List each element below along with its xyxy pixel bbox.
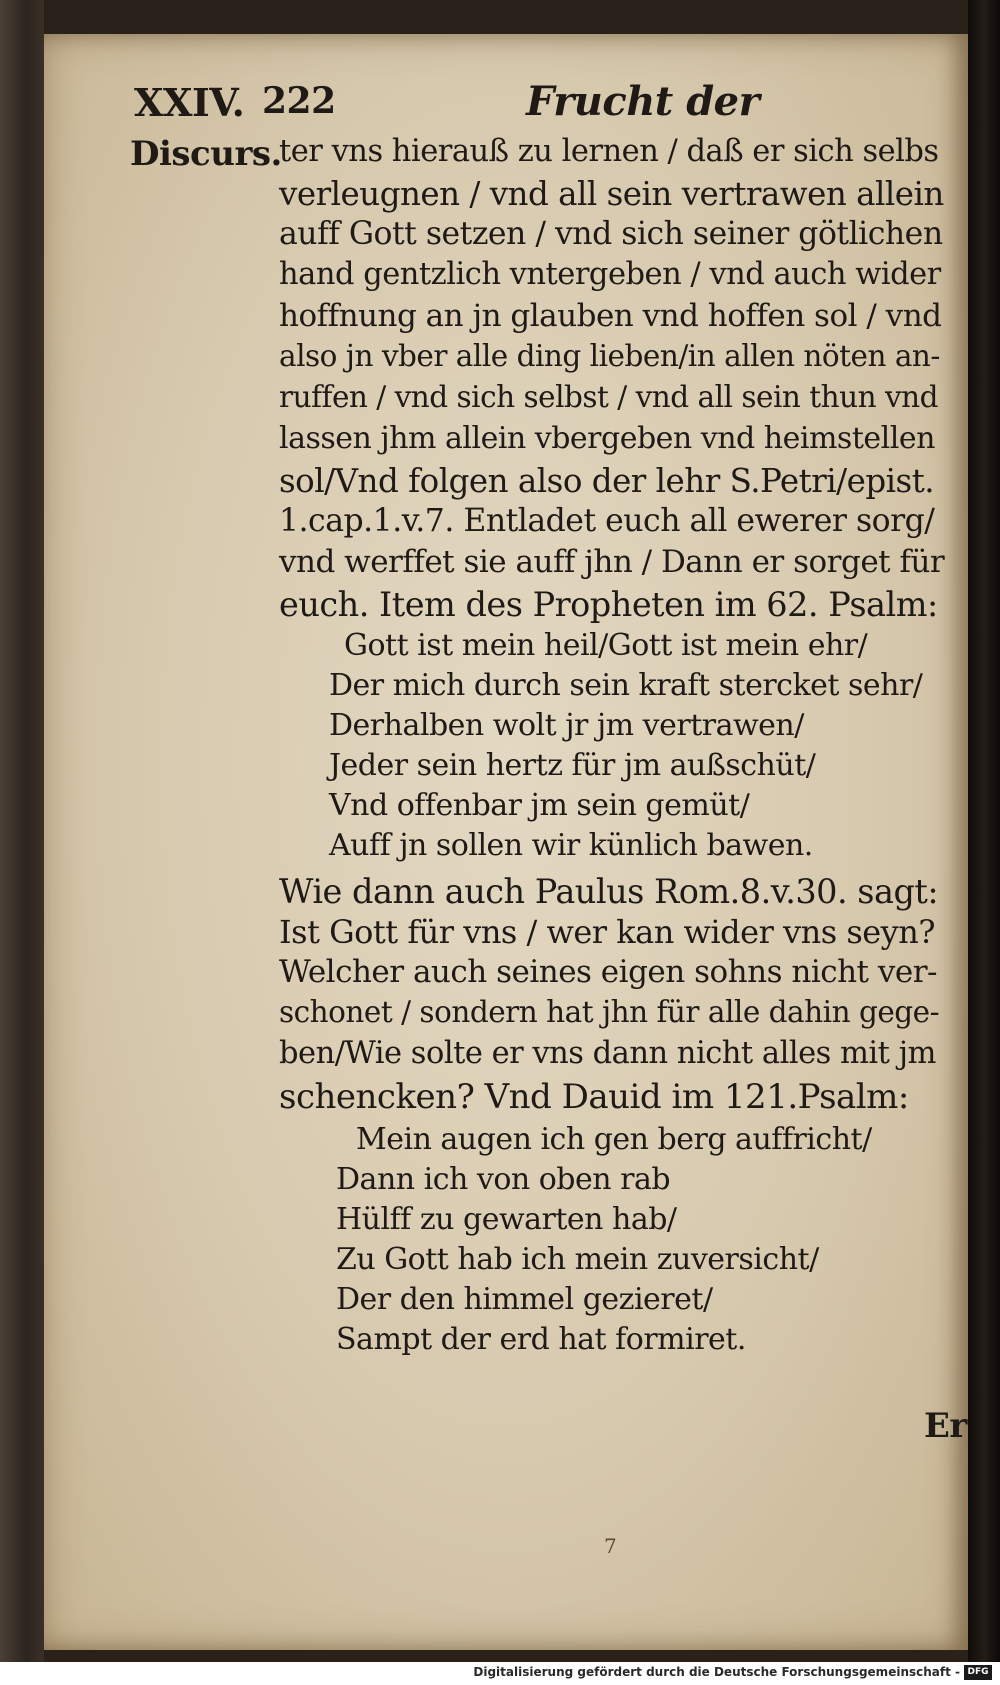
- body-line: verleugnen / vnd all sein vertrawen allein: [279, 175, 944, 213]
- verse-line: Hülff zu gewarten hab/: [336, 1202, 677, 1237]
- verse-line: Sampt der erd hat formiret.: [336, 1322, 746, 1357]
- book-page: [44, 34, 968, 1650]
- stray-mark: 7: [604, 1534, 617, 1558]
- body-line: hoffnung an jn glauben vnd hoffen sol / vnd: [279, 298, 942, 334]
- verse-line: Zu Gott hab ich mein zuversicht/: [336, 1242, 819, 1277]
- body-line: schencken? Vnd Dauid im 121.Psalm:: [279, 1077, 909, 1117]
- body-line: euch. Item des Propheten im 62. Psalm:: [279, 585, 938, 624]
- body-line: hand gentzlich vntergeben / vnd auch wider: [279, 257, 941, 292]
- running-title: Frucht der: [526, 78, 760, 125]
- body-line: lassen jhm allein vbergeben vnd heimstellen: [279, 421, 935, 456]
- verse-line: Auff jn sollen wir künlich bawen.: [329, 828, 813, 863]
- verse-line: Derhalben wolt jr jm vertrawen/: [329, 708, 804, 743]
- body-line: auff Gott setzen / vnd sich seiner götlichen: [279, 216, 943, 252]
- body-line: schonet / sondern hat jhn für alle dahin gege-: [279, 995, 940, 1029]
- header-volume: XXIV.: [134, 80, 245, 125]
- verse-line: Der mich durch sein kraft stercket sehr/: [329, 668, 923, 703]
- verse-line: Mein augen ich gen berg auffricht/: [356, 1122, 872, 1157]
- marginal-note: Discurs.: [130, 134, 282, 174]
- body-line: ter vns hierauß zu lernen / daß er sich selbs: [279, 134, 939, 169]
- footer-credit: Digitalisierung gefördert durch die Deutsche Forschungsgemeinschaft -: [473, 1665, 960, 1679]
- body-line: Ist Gott für vns / wer kan wider vns seyn?: [279, 913, 936, 951]
- page-number: 222: [262, 80, 336, 122]
- footer-bar: [0, 1662, 1000, 1685]
- body-line: ruffen / vnd sich selbst / vnd all sein thun vnd: [279, 380, 939, 414]
- dfg-logo: DFG: [964, 1665, 992, 1680]
- verse-line: Der den himmel gezieret/: [336, 1282, 713, 1317]
- body-line: sol/Vnd folgen also der lehr S.Petri/epist.: [279, 462, 935, 500]
- book-fore-edge: [968, 0, 1000, 1662]
- verse-line: Vnd offenbar jm sein gemüt/: [329, 788, 750, 823]
- body-line: vnd werffet sie auff jhn / Dann er sorget für: [279, 544, 945, 580]
- book-spine-edge: [0, 0, 44, 1662]
- body-line: Welcher auch seines eigen sohns nicht ver-: [279, 954, 938, 990]
- body-line: ben/Wie solte er vns dann nicht alles mit jm: [279, 1036, 936, 1071]
- catchword: Er: [924, 1406, 967, 1446]
- verse-line: Gott ist mein heil/Gott ist mein ehr/: [344, 628, 868, 663]
- body-line: 1.cap.1.v.7. Entladet euch all ewerer sorg/: [279, 503, 935, 539]
- body-line: Wie dann auch Paulus Rom.8.v.30. sagt:: [279, 872, 939, 911]
- verse-line: Dann ich von oben rab: [336, 1162, 671, 1197]
- verse-line: Jeder sein hertz für jm außschüt/: [329, 748, 816, 783]
- body-line: also jn vber alle ding lieben/in allen nöten an-: [279, 339, 940, 373]
